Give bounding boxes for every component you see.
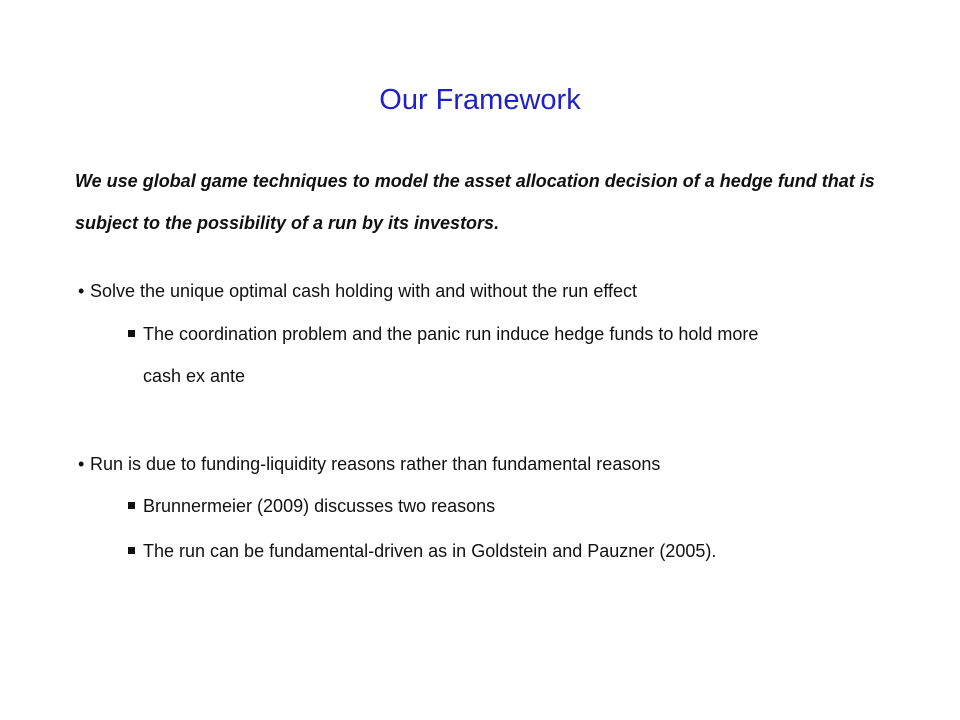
sub-bullet-1-1 [128,313,908,397]
square-bullet-icon [128,330,135,337]
square-bullet-icon [128,547,135,554]
bullet-dot-icon: • [78,281,85,301]
bullet-dot-icon: • [78,454,85,474]
slide-title: Our Framework [379,84,581,116]
bullet-1 [78,271,637,311]
sub-bullet-2-2 [128,530,908,572]
bullet-2-text: Run is due to funding-liquidity reasons rather than fundamental reasons [90,454,661,474]
sub-bullet-1-1-line2: cash ex ante [143,366,246,386]
sub-bullet-2-1 [128,485,908,527]
intro-paragraph: We use global game techniques to model the asset allocation decision of a hedge fund that is subject to the possibility of a run by its investors. [75,171,875,233]
sub-bullet-2-2-text: The run can be fundamental-driven as in Goldstein and Pauzner (2005). [143,541,717,561]
square-bullet-icon [128,502,135,509]
bullet-1-text: Solve the unique optimal cash holding with and without the run effect [90,281,638,301]
bullet-2 [78,444,660,484]
sub-bullet-1-1-line1: The coordination problem and the panic run induce hedge funds to hold more [143,324,759,344]
sub-bullet-2-1-text: Brunnermeier (2009) discusses two reasons [143,496,496,516]
